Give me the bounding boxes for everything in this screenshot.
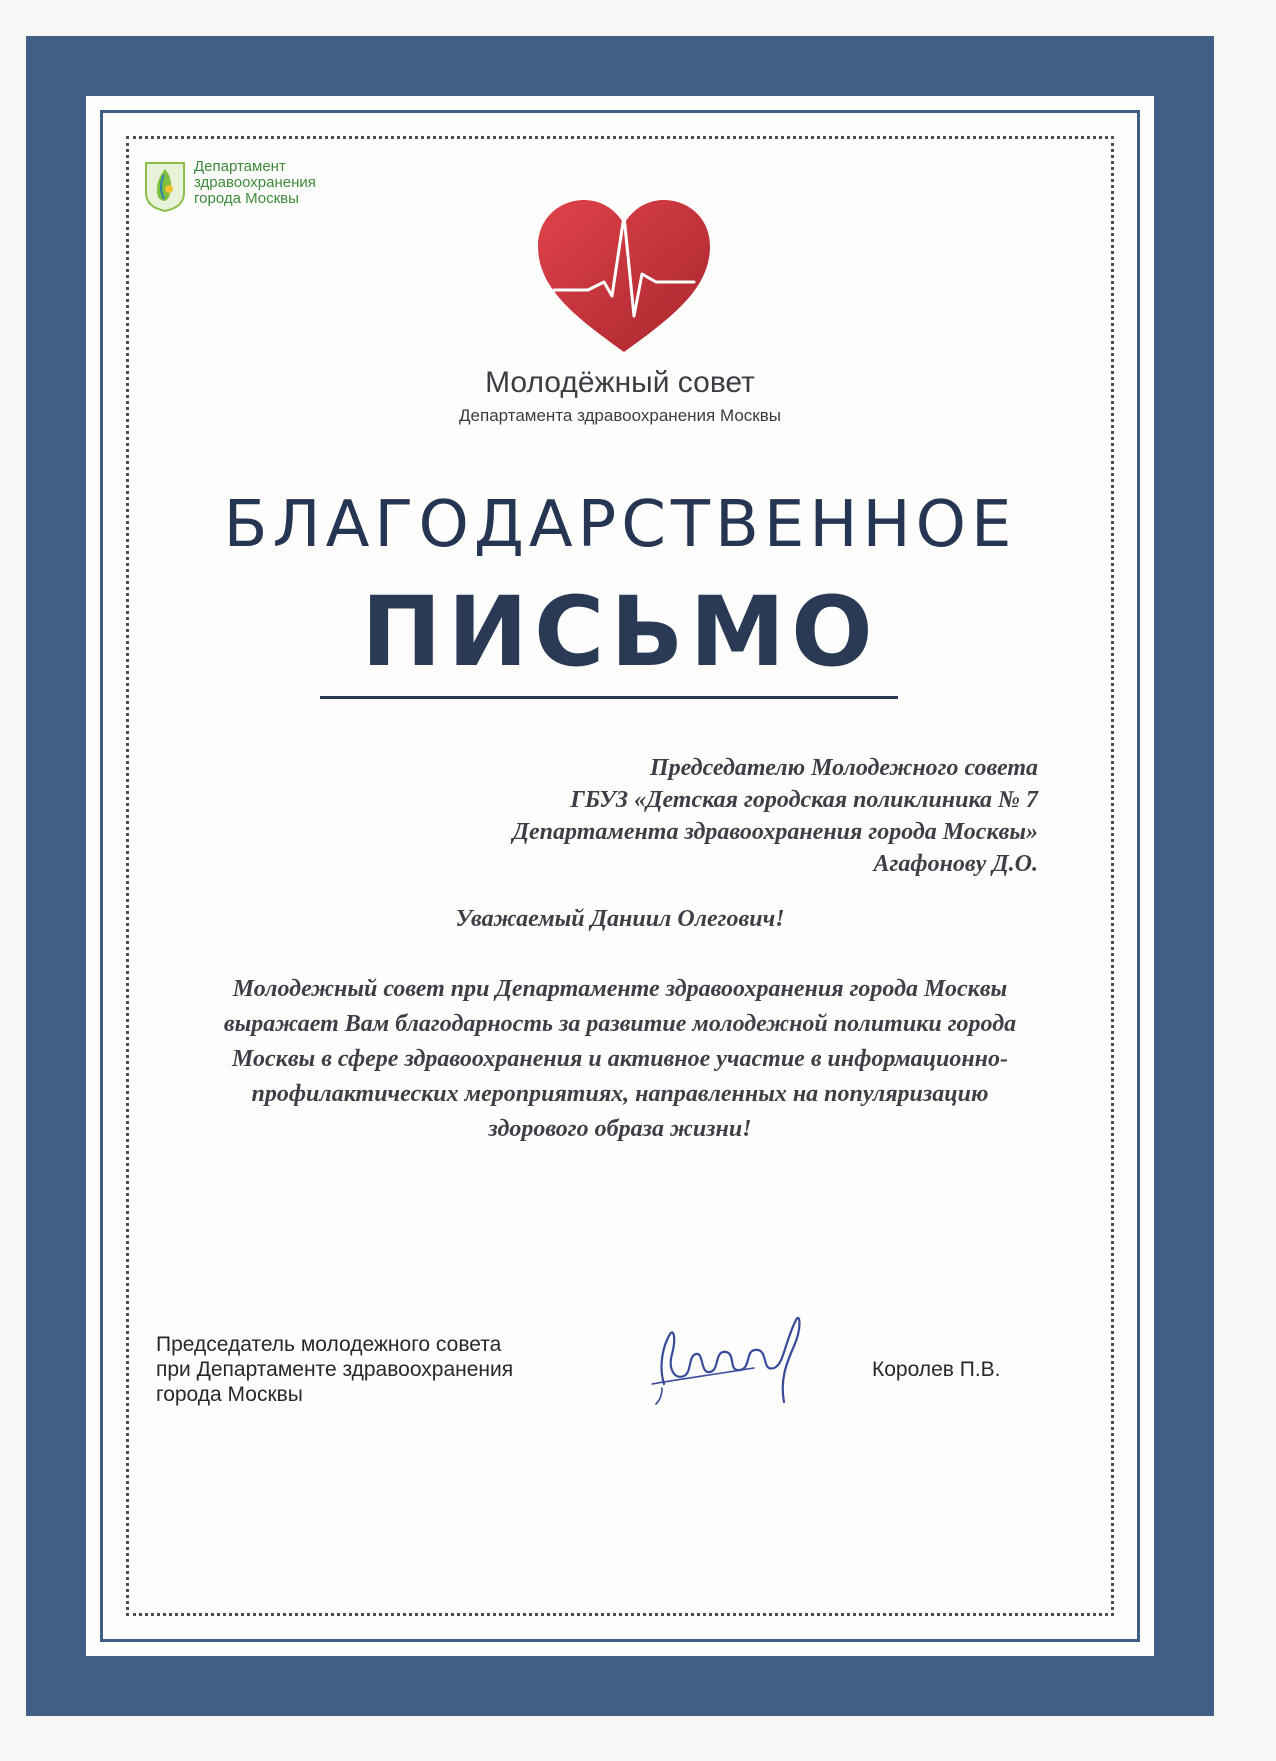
logo-line-2: здравоохранения: [194, 174, 316, 191]
body-line: выражает Вам благодарность за развитие молодежной политики города: [223, 1011, 1017, 1037]
addressee-block: [513, 752, 1038, 880]
addressee-line: Департамента здравоохранения города Москвы»: [512, 819, 1038, 845]
council-subtitle: Департамента здравоохранения Москвы: [459, 406, 781, 425]
greeting: Уважаемый Даниил Олегович!: [455, 906, 785, 932]
heart-cardiogram-icon: [534, 196, 714, 356]
document-title-line-2: ПИСЬМО: [361, 576, 879, 688]
document-title-line-1: БЛАГОДАРСТВЕННОЕ: [223, 488, 1017, 562]
certificate-frame: [26, 36, 1214, 1716]
addressee-line: ГБУЗ «Детская городская поликлиника № 7: [570, 787, 1038, 813]
signer-title: [156, 1332, 513, 1407]
dept-health-moscow-logo-icon: [142, 159, 188, 213]
council-name: Молодёжный совет: [485, 366, 755, 399]
body-line: Москвы в сфере здравоохранения и активное участие в информационно-: [232, 1046, 1008, 1072]
body-line: профилактических мероприятиях, направленных на популяризацию: [251, 1081, 989, 1107]
certificate-page: [86, 96, 1154, 1656]
logo-line-1: Департамент: [194, 158, 286, 175]
letter-body: [184, 972, 1056, 1147]
body-line: здорового образа жизни!: [488, 1116, 752, 1142]
addressee-line: Агафонову Д.О.: [873, 851, 1038, 877]
title-underline: [320, 696, 898, 699]
addressee-line: Председателю Молодежного совета: [649, 755, 1038, 781]
signer-name: Королев П.В.: [872, 1358, 1001, 1381]
handwritten-signature-icon: [634, 1284, 824, 1414]
logo-line-3: города Москвы: [194, 190, 299, 207]
signer-title-line: города Москвы: [156, 1383, 303, 1406]
signer-title-line: Председатель молодежного совета: [156, 1333, 502, 1356]
department-logo: [142, 159, 316, 213]
body-line: Молодежный совет при Департаменте здравоохранения города Москвы: [232, 976, 1008, 1002]
signer-title-line: при Департаменте здравоохранения: [156, 1358, 514, 1381]
